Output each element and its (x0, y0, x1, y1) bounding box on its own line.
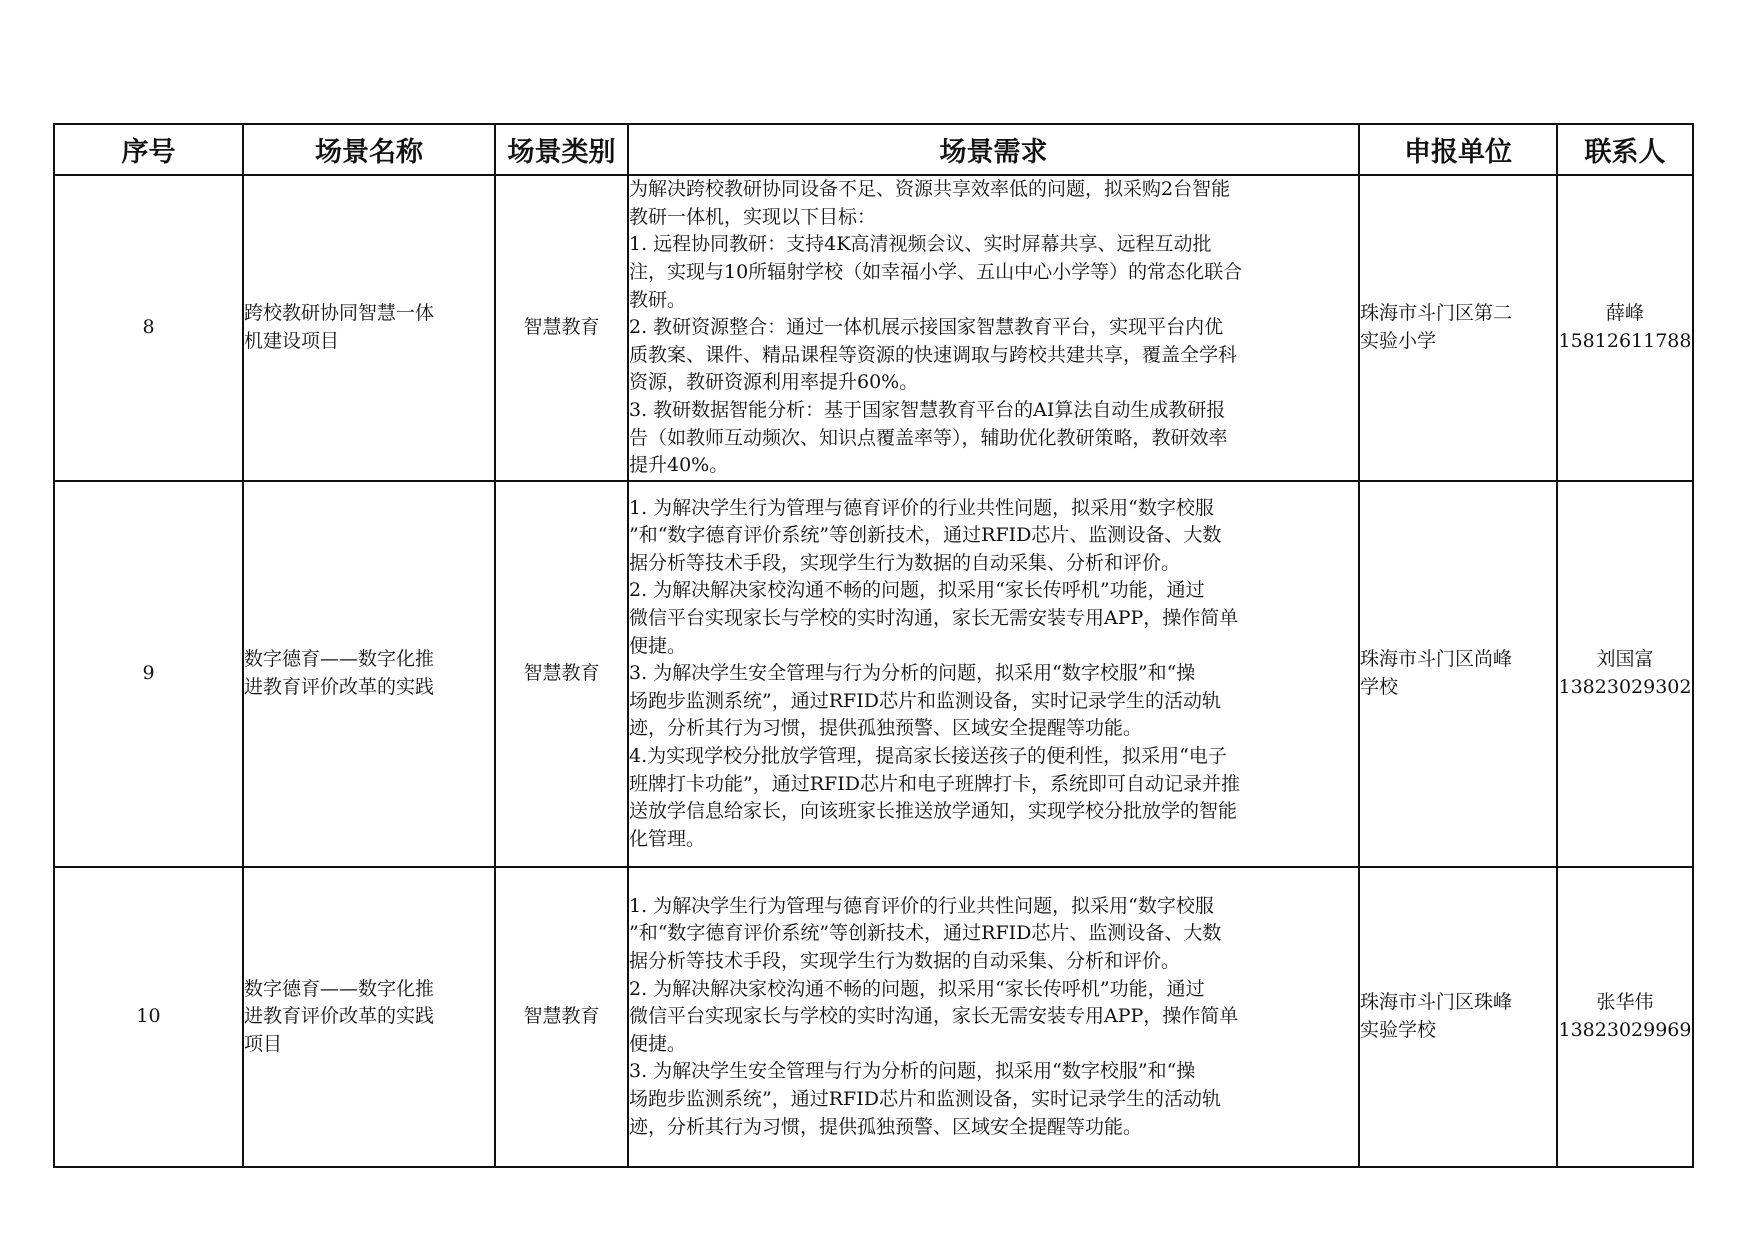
header-row (54, 124, 1693, 175)
header-scenario-name: 场景名称 (243, 124, 495, 175)
requirement-line: 1. 为解决学生行为管理与德育评价的行业共性问题，拟采用“数字校服 (629, 894, 1214, 917)
table-row-9 (54, 481, 1693, 867)
contact-name: 薛峰 (1605, 302, 1644, 325)
requirement-line: 迹，分析其行为习惯，提供孤独预警、区域安全提醒等功能。 (629, 717, 1143, 740)
header-applicant-unit: 申报单位 (1359, 124, 1557, 175)
unit-line: 珠海市斗门区珠峰 (1360, 991, 1513, 1014)
requirement-line: 3. 教研数据智能分析：基于国家智慧教育平台的AI算法自动生成教研报 (629, 398, 1226, 421)
requirement-line: 教研一体机，实现以下目标： (629, 205, 877, 228)
header-contact: 联系人 (1557, 124, 1693, 175)
category-text: 智慧教育 (523, 316, 600, 339)
category-text: 智慧教育 (523, 662, 600, 685)
contact-name: 刘国富 (1596, 648, 1654, 671)
requirement-line: 微信平台实现家长与学校的实时沟通，家长无需安装专用APP，操作简单 (629, 607, 1239, 630)
cell-applicant-unit (1359, 175, 1557, 481)
cell-scenario-name (243, 481, 495, 867)
cell-index (54, 175, 243, 481)
requirement-line: 资源，教研资源利用率提升60%。 (629, 371, 919, 394)
requirement-line: 2. 教研资源整合：通过一体机展示接国家智慧教育平台，实现平台内优 (629, 316, 1224, 339)
scenario-table (53, 123, 1694, 1168)
index-text: 10 (136, 1005, 161, 1028)
requirement-line: 2. 为解决解决家校沟通不畅的问题，拟采用“家长传呼机”功能，通过 (629, 977, 1205, 1000)
unit-line: 学校 (1360, 676, 1399, 698)
table-row-10 (54, 867, 1693, 1167)
name-line: 项目 (244, 1032, 283, 1055)
requirement-line: 3. 为解决学生安全管理与行为分析的问题，拟采用“数字校服”和“操 (629, 662, 1196, 685)
cell-index (54, 867, 243, 1167)
contact-phone: 13823029969 (1558, 1019, 1692, 1041)
requirement-line: 班牌打卡功能”，通过RFID芯片和电子班牌打卡，系统即可自动记录并推 (629, 772, 1240, 795)
cell-scenario-category (495, 175, 628, 481)
cell-contact (1557, 175, 1693, 481)
header-index: 序号 (54, 124, 243, 175)
requirement-line: ”和“数字德育评价系统”等创新技术，通过RFID芯片、监测设备、大数 (629, 922, 1222, 945)
category-text: 智慧教育 (523, 1005, 600, 1028)
contact-name: 张华伟 (1596, 991, 1654, 1014)
unit-line: 实验小学 (1360, 330, 1437, 352)
requirement-line: 场跑步监测系统”，通过RFID芯片和监测设备，实时记录学生的活动轨 (629, 689, 1221, 712)
contact-phone: 15812611788 (1558, 330, 1692, 352)
contact-phone: 13823029302 (1558, 676, 1692, 698)
requirement-line: 注，实现与10所辐射学校（如幸福小学、五山中心小学等）的常态化联合 (629, 261, 1243, 284)
index-text: 8 (142, 316, 155, 339)
table-row-8 (54, 175, 1693, 481)
requirement-line: 为解决跨校教研协同设备不足、资源共享效率低的问题，拟采购2台智能 (629, 178, 1231, 201)
unit-line: 珠海市斗门区尚峰 (1360, 648, 1513, 671)
requirement-line: 质教案、课件、精品课程等资源的快速调取与跨校共建共享，覆盖全学科 (629, 343, 1238, 366)
requirement-line: 便捷。 (629, 1032, 687, 1055)
name-line: 数字德育——数字化推 (244, 977, 435, 1000)
requirement-line: 1. 远程协同教研：支持4K高清视频会议、实时屏幕共享、远程互动批 (629, 233, 1212, 256)
name-line: 跨校教研协同智慧一体 (244, 302, 435, 325)
requirement-line: 提升40%。 (629, 454, 729, 477)
cell-contact (1557, 481, 1693, 867)
name-line: 机建设项目 (244, 330, 340, 352)
requirement-line: 便捷。 (629, 634, 687, 657)
cell-scenario-requirement (628, 481, 1359, 867)
header-scenario-requirement: 场景需求 (628, 124, 1359, 175)
name-line: 进教育评价改革的实践 (244, 676, 435, 698)
cell-applicant-unit (1359, 481, 1557, 867)
cell-scenario-requirement (628, 867, 1359, 1167)
unit-line: 实验学校 (1360, 1019, 1437, 1041)
requirement-line: 据分析等技术手段，实现学生行为数据的自动采集、分析和评价。 (629, 950, 1181, 973)
name-line: 进教育评价改革的实践 (244, 1005, 435, 1028)
requirement-line: 场跑步监测系统”，通过RFID芯片和监测设备，实时记录学生的活动轨 (629, 1087, 1221, 1110)
requirement-line: 微信平台实现家长与学校的实时沟通，家长无需安装专用APP，操作简单 (629, 1005, 1239, 1028)
cell-scenario-requirement (628, 175, 1359, 481)
header-scenario-category: 场景类别 (495, 124, 628, 175)
cell-applicant-unit (1359, 867, 1557, 1167)
unit-line: 珠海市斗门区第二 (1360, 302, 1513, 325)
index-text: 9 (142, 662, 155, 685)
cell-contact (1557, 867, 1693, 1167)
requirement-line: 4.为实现学校分批放学管理，提高家长接送孩子的便利性，拟采用“电子 (629, 744, 1227, 767)
cell-scenario-name (243, 175, 495, 481)
requirement-line: 送放学信息给家长，向该班家长推送放学通知，实现学校分批放学的智能 (629, 800, 1238, 823)
cell-scenario-category (495, 867, 628, 1167)
requirement-line: 3. 为解决学生安全管理与行为分析的问题，拟采用“数字校服”和“操 (629, 1060, 1196, 1083)
requirement-line: 2. 为解决解决家校沟通不畅的问题，拟采用“家长传呼机”功能，通过 (629, 579, 1205, 602)
requirement-line: 告（如教师互动频次、知识点覆盖率等），辅助优化教研策略，教研效率 (629, 426, 1228, 449)
requirement-line: 据分析等技术手段，实现学生行为数据的自动采集、分析和评价。 (629, 551, 1181, 574)
name-line: 数字德育——数字化推 (244, 648, 435, 671)
cell-index (54, 481, 243, 867)
requirement-line: 教研。 (629, 288, 687, 311)
cell-scenario-category (495, 481, 628, 867)
requirement-line: 迹，分析其行为习惯，提供孤独预警、区域安全提醒等功能。 (629, 1115, 1143, 1138)
requirement-line: 1. 为解决学生行为管理与德育评价的行业共性问题，拟采用“数字校服 (629, 496, 1214, 519)
requirement-line: 化管理。 (629, 827, 706, 850)
requirement-line: ”和“数字德育评价系统”等创新技术，通过RFID芯片、监测设备、大数 (629, 524, 1222, 547)
cell-scenario-name (243, 867, 495, 1167)
